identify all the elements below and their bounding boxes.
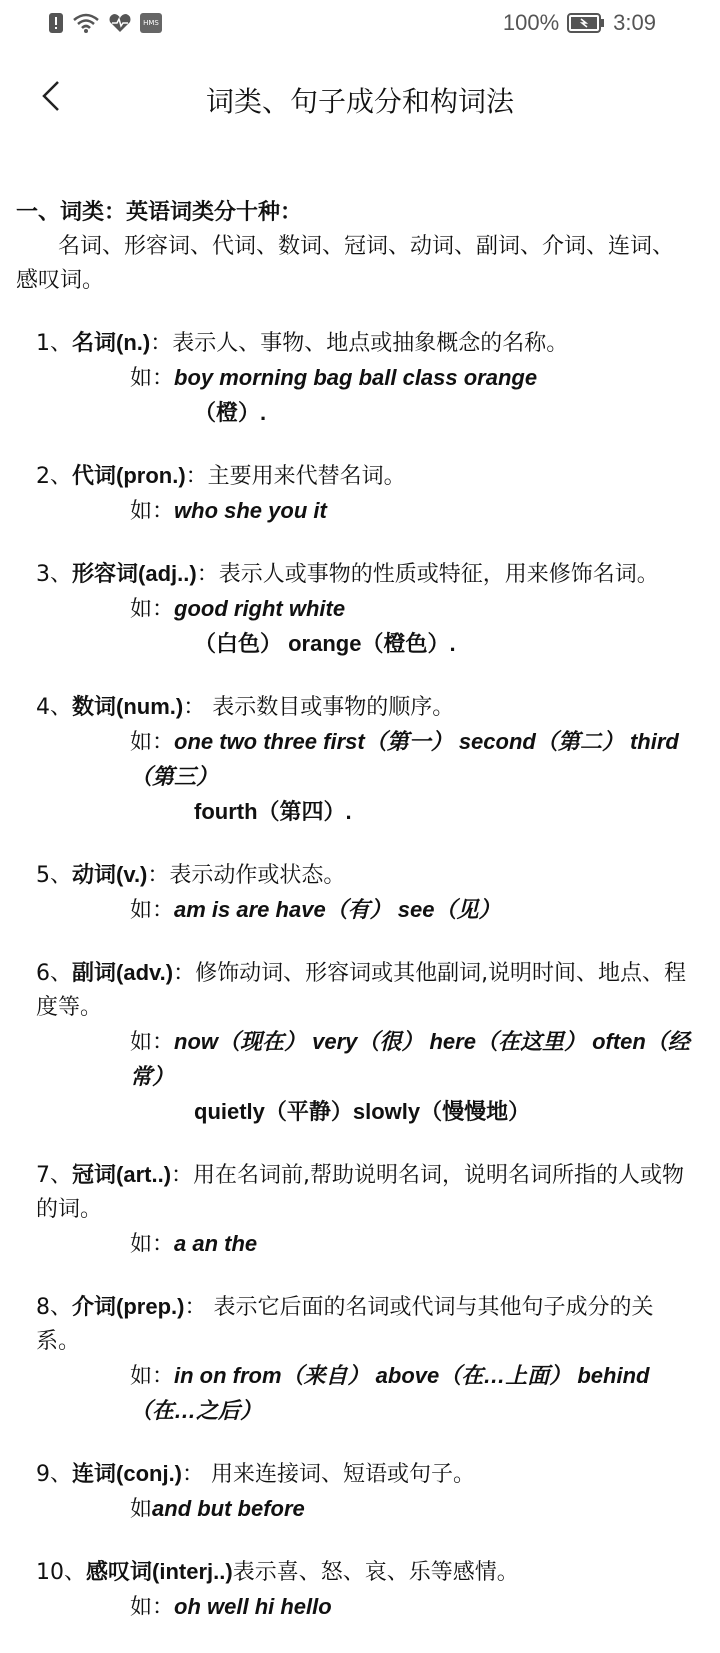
- item-example: [16, 1359, 690, 1429]
- item-number: 2、: [36, 464, 72, 489]
- example-words: oh well hi hello: [174, 1594, 332, 1619]
- item-number: 7、: [36, 1163, 72, 1188]
- wifi-icon: [72, 12, 100, 34]
- item-abbr: (interj..): [152, 1559, 233, 1584]
- alert-icon: [48, 12, 64, 34]
- example-label: 如：: [130, 1030, 175, 1055]
- item-number: 10、: [36, 1560, 86, 1585]
- example-more-words: quietly（平静）slowly（慢慢地）: [194, 1099, 531, 1124]
- status-icons: [48, 12, 162, 34]
- section-intro: 名词、形容词、代词、数词、冠词、动词、副词、介词、连词、感叹词。: [16, 234, 675, 293]
- item-abbr: (num.): [116, 694, 184, 719]
- example-more-words: fourth（第四）.: [194, 799, 352, 824]
- item-definition: [16, 690, 690, 725]
- item-definition: [16, 557, 690, 592]
- item-desc: ：表示人或事物的性质或特征，用来修饰名词。: [196, 562, 659, 587]
- item-number: 3、: [36, 562, 72, 587]
- example-words: good right white: [174, 596, 346, 621]
- example-label: 如：: [130, 1232, 175, 1257]
- health-icon: [108, 12, 132, 34]
- item-example-more: [16, 627, 690, 662]
- item-name: 冠词: [72, 1163, 117, 1188]
- item-abbr: (n.): [116, 330, 151, 355]
- item-definition: [16, 858, 690, 893]
- status-bar: [0, 0, 720, 48]
- example-label: 如: [130, 1497, 153, 1522]
- hms-icon: HMS: [140, 13, 162, 33]
- word-class-item: [16, 1290, 690, 1457]
- example-words: am is are have（有） see（见）: [174, 897, 501, 922]
- item-name: 代词: [72, 464, 117, 489]
- example-more-words: （白色） orange（橙色）.: [194, 631, 456, 656]
- page-title: 词类、句子成分和构词法: [205, 85, 514, 118]
- item-abbr: (adv.): [116, 960, 174, 985]
- item-definition: [16, 1158, 690, 1227]
- item-desc: 表示喜、怒、哀、乐等感情。: [232, 1560, 519, 1585]
- item-example: [16, 592, 690, 627]
- word-class-item: [16, 459, 690, 557]
- item-definition: [16, 956, 690, 1025]
- example-more-words: （橙）.: [194, 400, 267, 425]
- item-name: 名词: [72, 331, 117, 356]
- word-class-item: [16, 557, 690, 690]
- example-label: 如：: [130, 898, 175, 923]
- item-desc: ：修饰动词、形容词或其他副词,说明时间、地点、程度等。: [36, 961, 687, 1020]
- battery-icon: [567, 12, 605, 34]
- example-label: 如：: [130, 730, 175, 755]
- item-number: 6、: [36, 961, 72, 986]
- item-definition: [16, 1555, 690, 1590]
- item-abbr: (v.): [116, 862, 148, 887]
- item-example: [16, 1590, 690, 1625]
- word-class-item: [16, 1158, 690, 1290]
- word-class-list: [16, 326, 690, 1653]
- item-number: 5、: [36, 863, 72, 888]
- item-name: 介词: [72, 1295, 117, 1320]
- item-desc: ：用在名词前,帮助说明名词，说明名词所指的人或物的词。: [36, 1163, 685, 1222]
- word-class-item: [16, 956, 690, 1158]
- example-words: who she you it: [174, 498, 327, 523]
- item-number: 1、: [36, 331, 72, 356]
- item-number: 4、: [36, 695, 72, 720]
- item-desc: ： 用来连接词、短语或句子。: [182, 1462, 476, 1487]
- item-definition: [16, 326, 690, 361]
- item-example: [16, 725, 690, 795]
- item-abbr: (pron.): [116, 463, 186, 488]
- item-desc: ：表示人、事物、地点或抽象概念的名称。: [150, 331, 569, 356]
- example-label: 如：: [130, 1595, 175, 1620]
- item-definition: [16, 1457, 690, 1492]
- item-desc: ： 表示它后面的名词或代词与其他句子成分的关系。: [36, 1295, 654, 1354]
- example-label: 如：: [130, 597, 175, 622]
- item-desc: ：表示动作或状态。: [147, 863, 346, 888]
- item-example-more: [16, 1095, 690, 1130]
- word-class-item: [16, 1457, 690, 1555]
- item-abbr: (art..): [116, 1162, 172, 1187]
- clock: 3:09: [613, 10, 656, 35]
- item-name: 形容词: [72, 562, 139, 587]
- example-words: one two three first（第一） second（第二） third（第三）: [130, 729, 679, 789]
- item-abbr: (conj.): [116, 1461, 183, 1486]
- item-desc: ：主要用来代替名词。: [185, 464, 406, 489]
- example-label: 如：: [130, 366, 175, 391]
- item-example: [16, 1025, 690, 1095]
- item-example: [16, 1227, 690, 1262]
- item-number: 9、: [36, 1462, 72, 1487]
- item-example: [16, 494, 690, 529]
- item-example-more: [16, 396, 690, 431]
- example-words: now（现在） very（很） here（在这里） often（经常）: [130, 1029, 690, 1089]
- item-desc: ： 表示数目或事物的顺序。: [183, 695, 455, 720]
- item-name: 感叹词: [86, 1560, 153, 1585]
- item-abbr: (adj..): [138, 561, 197, 586]
- item-name: 动词: [72, 863, 117, 888]
- example-words: and but before: [152, 1496, 305, 1521]
- app-header: [0, 60, 720, 132]
- section-heading: 一、词类：英语词类分十种：: [16, 200, 303, 225]
- example-words: in on from（来自） above（在…上面） behind（在…之后）: [130, 1363, 650, 1423]
- example-label: 如：: [130, 499, 175, 524]
- item-example: [16, 361, 690, 396]
- word-class-item: [16, 1555, 690, 1653]
- word-class-item: [16, 858, 690, 956]
- article-body: [16, 196, 690, 1653]
- battery-percent: 100%: [502, 10, 560, 35]
- item-name: 连词: [72, 1462, 117, 1487]
- item-example: [16, 1492, 690, 1527]
- item-name: 数词: [72, 695, 117, 720]
- example-words: a an the: [174, 1231, 258, 1256]
- item-definition: [16, 1290, 690, 1359]
- item-name: 副词: [72, 961, 117, 986]
- item-definition: [16, 459, 690, 494]
- item-example-more: [16, 795, 690, 830]
- example-words: boy morning bag ball class orange: [174, 365, 538, 390]
- word-class-item: [16, 326, 690, 459]
- example-label: 如：: [130, 1364, 175, 1389]
- item-example: [16, 893, 690, 928]
- item-number: 8、: [36, 1295, 72, 1320]
- item-abbr: (prep.): [116, 1294, 185, 1319]
- word-class-item: [16, 690, 690, 858]
